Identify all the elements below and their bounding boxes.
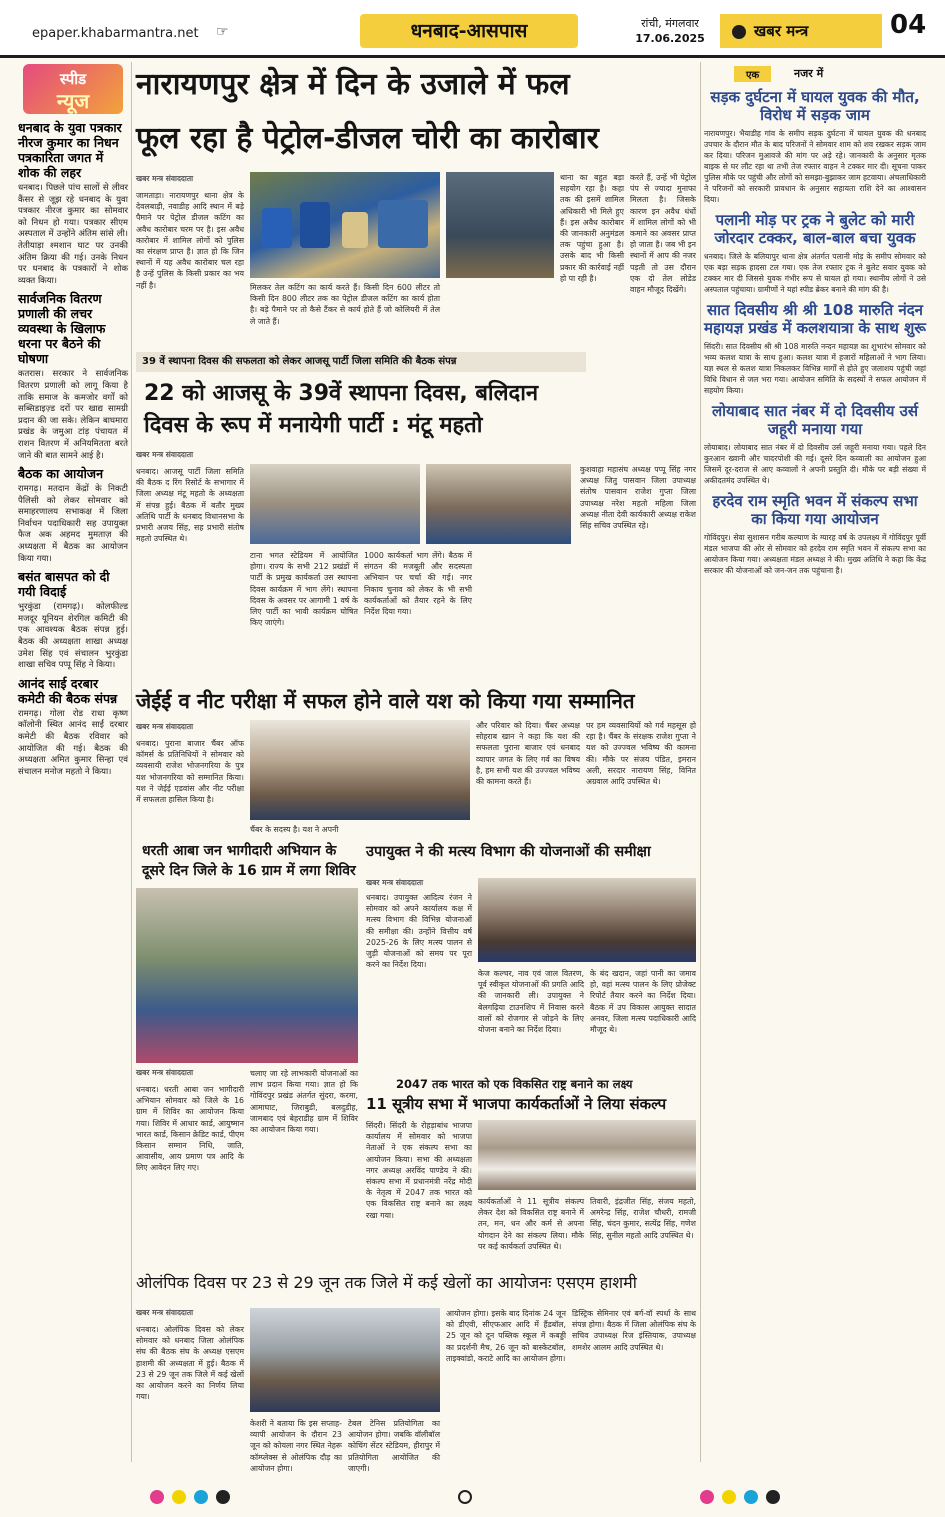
right-item-title: हरदेव राम स्मृति भवन में संकल्प सभा का किया गया आयोजन	[712, 492, 918, 528]
right-item-body: गोविंदपुर। सेवा सुशासन गरीब कल्याण के ग्यारह वर्ष के उपलक्ष्य में गोविंदपुर पूर्वी मंडल भाजपा की ओर से सोमवार को हरदेव राम स्मृति भवन में संकल्प सभा का आयोजन किया गया। अध्यक्षता मंडल अध्यक्ष ने की। मुख्य अतिथि ने कहा कि केंद्र सरकार की योजनाओं को जन-जन तक पहुंचाना है।	[704, 533, 926, 575]
lead-body-col-1: जामताड़ा। नारायणपुर थाना क्षेत्र के देवलबाड़ी, नवाडीह आदि स्थान में बड़े पैमाने पर पेट्रोल डीजल कटिंग का अवैध कारोबार चरम पर है। इस अवैध कारोबार में शामिल लोगों को पुलिस का संरक्षण प्राप्त है। ज्ञात हो कि जिन स्थानों में यह अवैध कारोबार चल रहा है उन्हें पुलिस के किसी प्रकार का भय नहीं है।	[136, 191, 244, 290]
bjp-headline: 11 सूत्रीय सभा में भाजपा कार्यकर्ताओं ने लिया संकल्प	[366, 1095, 667, 1113]
tag-text: नजर में	[794, 67, 824, 80]
page-number: 04	[890, 10, 927, 40]
felicitation-photo	[250, 720, 470, 820]
brief-body: रामगढ़। गोला रोड राधा कृष्ण कॉलोनी स्थित आनंद साईं दरबार कमेटी की बैठक रविवार को आयोजित की गई। बैठक की अध्यक्षता अमित कुमार सिन्हा एवं संचालन मनोज महतो ने किया।	[18, 708, 128, 777]
site-url[interactable]: epaper.khabarmantra.net	[32, 26, 199, 41]
lead-story	[136, 62, 696, 326]
brand-name: खबर मन्त्र	[754, 22, 809, 40]
right-item	[704, 492, 926, 576]
at-a-glance-tag	[704, 64, 926, 84]
crosshair-icon	[458, 1490, 472, 1504]
right-item-body: सिंदरी। सात दिवसीय श्री श्री 108 मारुति नन्दन महायज्ञ का शुभारंभ सोमवार को भव्य कलश यात्रा के साथ हुआ। कलश यात्रा में हजारों महिलाओं ने भाग लिया। यज्ञ स्थल से कलश यात्रा निकलकर विभिन्न मार्गों से होते हुए जलाशय पहुंची जहां विधि विधान से जल भरा गया। आयोजन समिति के सदस्यों ने सफल आयोजन में सहयोग किया।	[704, 342, 926, 395]
olympic-story	[136, 1272, 696, 1472]
city-day: रांची, मंगलवार	[641, 17, 699, 30]
ajsu-story	[136, 352, 696, 682]
ajsu-byline: खबर मन्त्र संवाददाता	[136, 450, 194, 459]
bjp-kicker: 2047 तक भारत को एक विकसित राष्ट्र बनाने का लक्ष्य	[396, 1077, 633, 1091]
brief-item	[18, 466, 128, 565]
bjp-story	[366, 1076, 696, 1266]
lead-body-col-4: करते हैं, उन्हें भी पेट्रोल पंप से ज्यादा मुनाफा मिलता है। जिसके कारण इन अवैध धंधों में शामिल लोगों को भी कमाने का अवसर प्राप्त हो जाता है। जब भी इन स्थानों में आप की नजर पड़ती तो उस दौरान एक दो तेल लोडेड वाहन मौजूद दिखेंगे।	[630, 173, 696, 295]
registration-dot-icon	[194, 1490, 208, 1504]
badge-line-1: स्पीड	[59, 70, 87, 88]
speed-news-badge	[23, 64, 123, 114]
right-item-body: लोयाबाद। लोयाबाद सात नंबर में दो दिवसीय उर्स जहूरी मनाया गया। पहले दिन कुरआन ख्वानी और चादरपोशी की गई। दूसरे दिन कव्वाली का आयोजन हुआ जिसमें दूर-दराज से आए कव्वालों ने अपनी प्रस्तुति दी। मौके पर बड़ी संख्या में अकीदतमंद उपस्थित थे।	[704, 443, 926, 485]
brief-item	[18, 291, 128, 462]
lead-headline-line-2: फूल रहा है पेट्रोल-डीजल चोरी का कारोबार	[136, 121, 599, 156]
camp-photo	[136, 888, 358, 1063]
jee-body-col-2: और परिवार को दिया। चैंबर अध्यक्ष सोहराब खान ने कहा कि यश की सफलता पुराना बाजार एवं धनबाद व्यापार जगत के लिए गर्व का विषय है, हम सभी यश की उज्ज्वल भविष्य की कामना करते हैं।	[476, 721, 580, 787]
jee-body-col-1: धनबाद। पुराना बाजार चैंबर ऑफ कॉमर्स के प्रतिनिधियों ने सोमवार को व्यवसायी राजेश भोजनगरिया के पुत्र यश भोजनगरिया को सम्मानित किया। यश ने जेईई एडवांस और नीट परीक्षा में सफलता हासिल किया है।	[136, 739, 244, 805]
brief-item	[18, 120, 128, 287]
bjp-body-col-1: सिंदरी। सिंदरी के रोहड़ाबांध भाजपा कार्यालय में सोमवार को भाजपा नेताओं ने एक संकल्प सभा का आयोजन किया। सभा की अध्यक्षता नगर अध्यक्ष अरविंद पाण्डेय ने की। संकल्प सभा में प्रधानमंत्री नरेंद्र मोदी के नेतृत्व में 2047 तक भारत को एक विकसित राष्ट्र बनाने का लक्ष्य रखा गया।	[366, 1121, 472, 1220]
olympic-body-col-1: धनबाद। ओलंपिक दिवस को लेकर सोमवार को धनबाद जिला ओलंपिक संघ की बैठक संघ के अध्यक्ष एसएम हाशमी की अध्यक्षता में हुई। बैठक में 23 से 29 जून तक जिले में कई खेलों का आयोजन करने का निर्णय लिया गया।	[136, 1325, 244, 1402]
brief-title: बैठक का आयोजन	[18, 466, 104, 482]
matsya-byline: खबर मन्त्र संवाददाता	[366, 878, 424, 887]
main-column	[136, 62, 696, 1472]
ajsu-body-col-1: धनबाद। आजसू पार्टी जिला समिति की बैठक द रिंग रिसोर्ट के सभागार में जिला अध्यक्ष मंटू महतो के अध्यक्षता में संपन्न हुई। बैठक में बतौर मुख्य अतिथि पार्टी के धनबाद विधानसभा के प्रभारी अजय सिंह, सह प्रभारी संतोष महतो उपस्थित थे।	[136, 467, 244, 544]
shivir-headline-line-2: दूसरे दिन जिले के 16 ग्राम में लगा शिविर	[142, 863, 356, 879]
lead-headline-line-1: नारायणपुर क्षेत्र में दिन के उजाले में फल	[136, 67, 570, 102]
lead-body-col-2: मिलकर तेल कटिंग का कार्य करते हैं। किसी दिन 600 लीटर तो किसी दिन 800 लीटर तक का पेट्रोल डीजल कटिंग का कार्य होता है। बड़े पैमाने पर तो कैसे टैंकर से कार्य होते हैं जो कोलियरी में तेल ले जाते हैं।	[250, 283, 440, 326]
print-registration-bar	[0, 1482, 945, 1512]
jee-headline: जेईई व नीट परीक्षा में सफल होने वाले यश को किया गया सम्मानित	[136, 689, 635, 713]
ajsu-meeting-photo	[250, 464, 420, 544]
olympic-body-col-2: केशरी ने बताया कि इस सप्ताह-व्यापी आयोजन के दौरान 23 जून को कोयला नगर स्थित नेहरू कॉम्प्लेक्स से ओलंपिक दौड़ का आयोजन होगा।	[250, 1419, 342, 1473]
registration-dot-icon	[744, 1490, 758, 1504]
olympic-headline: ओलंपिक दिवस पर 23 से 29 जून तक जिले में कई खेलों का आयोजनः एसएम हाशमी	[136, 1273, 637, 1292]
lead-byline: खबर मन्त्र संवाददाता	[136, 174, 194, 183]
bjp-gathering-photo	[478, 1120, 696, 1190]
badge-line-2: न्यूज	[56, 89, 90, 113]
right-item-body: नारायणपुर। भैयाडीह गांव के समीप सड़क दुर्घटना में घायल युवक की धनबाद उपचार के दौरान मौत के बाद परिजनों ने सोमवार शाम को शव रखकर सड़क जाम कर दिया। परिजन मुआवजे की मांग पर अड़े रहे। जानकारी के अनुसार मृतक बाइक से घर लौट रहा था तभी तेज रफ्तार वाहन ने टक्कर मार दी। सूचना पाकर पुलिस मौके पर पहुंची और लोगों को समझा-बुझाकर जाम हटवाया। अंचलाधिकारी ने परिजनों को सरकारी प्रावधान के अनुसार सहायता राशि देने का आश्वासन दिया।	[704, 129, 926, 204]
masthead	[0, 0, 945, 58]
right-item-title: सड़क दुर्घटना में घायल युवक की मौत, विरोध में सड़क जाम	[710, 88, 920, 124]
olympic-meeting-photo	[250, 1308, 440, 1412]
ajsu-headline-line-1: 22 को आजसू के 39वें स्थापना दिवस, बलिदान	[144, 381, 539, 406]
ajsu-headline-line-2: दिवस के रूप में मनायेगी पार्टी : मंटू महतो	[144, 413, 483, 438]
matsya-headline: उपायुक्त ने की मत्स्य विभाग की योजनाओं की समीक्षा	[366, 844, 651, 860]
right-item	[704, 402, 926, 486]
matsya-story	[366, 842, 696, 1072]
ajsu-kicker	[136, 352, 586, 372]
ajsu-crowd-photo	[426, 464, 571, 544]
right-item	[704, 88, 926, 205]
hand-cursor-icon: ☞	[216, 24, 229, 40]
right-item-title: पलानी मोड़ पर ट्रक ने बुलेट को मारी जोरदार टक्कर, बाल-बाल बचा युवक	[714, 211, 916, 247]
ajsu-body-col-4: कुशवाहा महासंघ अध्यक्ष पप्पू सिंह नगर अध्यक्ष जितु पासवान जिला उपाध्यक्ष संतोष पासवान राजेश गुप्ता जिला उपाध्यक्ष नरेश महतो महिला जिला अध्यक्ष नीता देवी कार्यकारी अध्यक्ष राकेश सिंह सचिव उपस्थित रहे।	[580, 465, 696, 531]
jee-byline: खबर मन्त्र संवाददाता	[136, 722, 194, 731]
olympic-body-col-4: आयोजन होगा। इसके बाद दिनांक 24 जून को डीएवी, सीएफआर आदि में हैंडबॉल, 25 जून को दून पब्लिक स्कूल में कबड्डी का प्रदर्शनी मैच, 26 जून को बास्केटबॉल, ताइक्वांडो, कराटे आदि का आयोजन होगा।	[446, 1309, 566, 1363]
olympic-body-col-5: डिस्ट्रिक सेमिनार एवं बर्ग-वॉ स्पर्धा के साथ संपन्न होगा। बैठक में जिला ओलंपिक संघ के सचिव उपाध्यक्ष रिज इंस्तियाक, उपाध्यक्ष शमशेर आलम आदि उपस्थित थे।	[572, 1309, 696, 1352]
right-item-body: धनबाद। जिले के बलियापुर थाना क्षेत्र अंतर्गत पलानी मोड़ के समीप सोमवार को एक बड़ा सड़क हादसा टल गया। एक तेज रफ्तार ट्रक ने बुलेट सवार युवक को टक्कर मार दी जिससे युवक गंभीर रूप से घायल हो गया। स्थानीय लोगों ने उसे अस्पताल पहुंचाया। ग्रामीणों ने यहां स्पीड ब्रेकर बनाने की मांग की है।	[704, 252, 926, 294]
right-item-title: लोयाबाद सात नंबर में दो दिवसीय उर्स जहूरी मनाया गया	[711, 402, 919, 438]
ajsu-body-col-3: 1000 कार्यकर्ता भाग लेंगे। बैठक में संगठन की मजबूती और सदस्यता अभियान पर चर्चा की गई। नगर निकाय चुनाव को लेकर के भी सभी कार्यकर्ताओं को तैयार रहने के लिए निर्देश दिया गया।	[364, 551, 472, 617]
brief-body: रामगढ़। मतदान केंद्रों के निकटी पैलिसी को लेकर सोमवार को समाहरणालय सभाकक्ष में जिला निर्वाचन पदाधिकारी सह उपायुक्त फैज अक अहमद मुमताज़ की अध्यक्षता में बैठक का आयोजन किया गया।	[18, 484, 128, 564]
olympic-byline: खबर मन्त्र संवाददाता	[136, 1308, 194, 1317]
tag-label: एक	[734, 66, 771, 82]
section-title: धनबाद-आसपास	[360, 14, 578, 48]
bjp-body-col-3: तिवारी, इंद्रजीत सिंह, संजय महतो, अमरेन्द्र सिंह, राजेश चौधरी, रामजी सिंह, चंदन कुमार, सत्येंद्र सिंह, गणेश सिंह, सुनील महतो आदि उपस्थित थे।	[590, 1197, 696, 1240]
dateline	[625, 16, 715, 46]
olympic-body-col-3: टेबल टेनिस प्रतियोगिता का आयोजन होगा। जबकि वॉलीबॉल कोचिंग सेंटर स्टेडियम, हीरापुर में प्रतियोगिता आयोजित की जाएगी।	[348, 1419, 440, 1473]
ajsu-body-col-2: टाना भगत स्टेडियम में आयोजित होगा। राज्य के सभी 212 प्रखंडों में पार्टी के प्रमुख कार्यकर्ता उस स्थापना दिवस कार्यक्रम में भाग लेंगे। स्थापना दिवस के अवसर पर आगामी 1 वर्ष के लिए पार्टी का भावी कार्यक्रम घोषित किए जाएंगे।	[250, 551, 358, 628]
jee-caption: चैंबर के सदस्य है। यश ने अपनी	[250, 825, 339, 834]
column-divider	[700, 62, 701, 1462]
review-meeting-photo	[478, 878, 696, 962]
ajsu-kicker-text: 39 वें स्थापना दिवस की सफलता को लेकर आजसू पार्टी जिला समिति की बैठक संपन्न	[142, 356, 457, 367]
right-item	[704, 301, 926, 396]
brief-title: धनबाद के युवा पत्रकार नीरज कुमार का निधन पत्रकारिता जगत में शोक की लहर	[18, 120, 122, 180]
brief-body: धनबाद। पिछले पांच सालों से लीवर कैंसर से जूझ रहे धनबाद के युवा पत्रकार नीरज कुमार का सोमवार को निधन हो गया। पत्रकार सीएम अस्पताल में उन्होंने अंतिम सांसे ली। तेतीयाड़ा श्मशान घाट पर उनकी अंतिम क्रिया की गई। उनके निधन पर धनबाद के पत्रकारों ने शोक व्यक्त किया।	[18, 183, 128, 286]
right-item	[704, 211, 926, 295]
right-column	[704, 62, 926, 1472]
brief-item	[18, 676, 128, 779]
brief-title: सार्वजनिक वितरण प्रणाली की लचर व्यवस्था के खिलाफ धरना पर बैठने की घोषणा	[18, 291, 106, 367]
fuel-stock-photo	[446, 172, 554, 278]
jee-body-col-3: पर हम व्यवसायियों को गर्व महसूस हो रहा है। चैंबर के संरक्षक राजेश गुप्ता ने यश को उज्ज्वल भविष्य की कामना की। मौके पर संजय पंडित, इमरान अली, सरदार नारायण सिंह, विनित अग्रवाल आदि उपस्थित थे।	[586, 721, 696, 787]
lead-body-col-3: थाना का बहुत बड़ा सहयोग रहा है। कहा तक की इसमें शामिल अधिकारी भी मिले हुए हैं। इस अवैध कारोबार की जानकारी अनुमंडल तक पहुंचा हुआ है। उसके बाद भी किसी प्रकार की कार्रवाई नहीं हो पा रही है।	[560, 173, 624, 283]
registration-dot-icon	[172, 1490, 186, 1504]
left-sidebar	[18, 62, 128, 1472]
registration-dot-icon	[700, 1490, 714, 1504]
shivir-headline-line-1: धरती आबा जन भागीदारी अभियान के	[142, 843, 337, 859]
matsya-body-col-3: के बंद खदान, जहां पानी का जमाव हो, वहां मत्स्य पालन के लिए प्रोजेक्ट रिपोर्ट तैयार करने का निर्देश दिया। बैठक में उप विकास आयुक्त सादात अनवर, जिला मत्स्य पदाधिकारी आदि मौजूद थे।	[590, 969, 696, 1035]
bjp-body-col-2: कार्यकर्ताओं ने 11 सूत्रीय संकल्प लेकर देश को विकसित राष्ट्र बनाने में तन, मन, धन और कर्म से अपना योगदान देने का संकल्प लिया। मौके पर कई कार्यकर्ता उपस्थित थे।	[478, 1197, 584, 1251]
matsya-body-col-2: केज कल्चर, नाव एवं जाल वितरण, पूर्व स्वीकृत योजनाओं की प्रगति आदि की जानकारी ली। उपायुक्त ने बेलगढ़िया टाउनशिप में निवास करने वालों को रोजगार से जोड़ने के लिए योजना बनाने का निर्देश दिया।	[478, 969, 584, 1035]
brief-item	[18, 569, 128, 672]
registration-dot-icon	[722, 1490, 736, 1504]
registration-dot-icon	[766, 1490, 780, 1504]
column-divider	[131, 62, 132, 1462]
fuel-drums-photo	[250, 172, 440, 278]
shivir-byline: खबर मन्त्र संवाददाता	[136, 1068, 194, 1077]
brief-title: आनंद साई दरबार कमेटी की बैठक संपन्न	[18, 675, 118, 706]
brief-body: भुरकुंडा (रामगढ़)। कोलफील्ड मजदूर यूनियन शेरगिल कमिटी की एक आवश्यक बैठक संपन्न हुई। बैठक की अध्यक्षता शाखा अध्यक्ष उमेश सिंह एवं संचालन भुरकुंडा शाखा सचिव पप्पू सिंह ने किया।	[18, 602, 128, 671]
right-item-title: सात दिवसीय श्री श्री 108 मारुति नंदन महायज्ञ प्रखंड में कलशयात्रा के साथ शुरू	[704, 301, 926, 337]
brief-body: कतरास। सरकार ने सार्वजनिक वितरण प्रणाली को लागू किया है ताकि समाज के कमजोर वर्गों को सब्सिडाइज़्ड दरों पर खाद्य सामग्री प्रदान की जा सके। लेकिन बाघमारा प्रखंड के जमुआ टांड़ पंचायत में राशन वितरण में अनियमितता बरते जाने की बात सामने आई है।	[18, 369, 128, 461]
matsya-body-col-1: धनबाद। उपायुक्त आदित्य रंजन ने सोमवार को अपने कार्यालय कक्ष में मत्स्य विभाग की विभिन्न योजनाओं की समीक्षा की। उन्होंने वित्तीय वर्ष 2025-26 के लिए मत्स्य पालन से जुड़ी योजनाओं को समय पर पूरा करने का निर्देश दिया।	[366, 893, 472, 970]
registration-dot-icon	[150, 1490, 164, 1504]
shivir-body-col-1: धनबाद। धरती आबा जन भागीदारी अभियान सोमवार को जिले के 16 ग्राम में शिविर का आयोजन किया गया। शिविर में आधार कार्ड, आयुष्मान भारत कार्ड, किसान क्रेडिट कार्ड, पीएम किसान सम्मान निधि, जाति, आवासीय, आय प्रमाण पत्र आदि के लिए आवेदन लिए गए।	[136, 1085, 244, 1173]
brief-title: बसंत बासपत को दी गयी विदाई	[18, 569, 110, 600]
issue-date: 17.06.2025	[635, 32, 705, 45]
brand-logo	[720, 14, 882, 48]
registration-dot-icon	[216, 1490, 230, 1504]
shivir-body-col-2: चलाए जा रहे लाभकारी योजनाओं का लाभ प्रदान किया गया। ज्ञात हो कि गोविंदपुर प्रखंड अंतर्गत सुंदरा, करमा, आमाघाट, जिराबुडी, बलदुडीह, जामबाद एवं बेहराडीह ग्राम में शिविर का आयोजन किया गया।	[250, 1069, 358, 1135]
